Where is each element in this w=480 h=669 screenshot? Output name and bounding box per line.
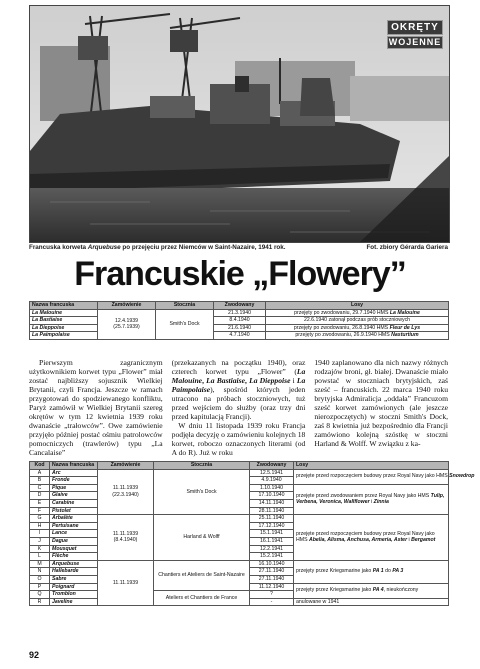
ship-name: Tromblon xyxy=(50,591,98,599)
table-row xyxy=(30,309,449,317)
launch-date: 15.1.1941 xyxy=(250,530,294,538)
launch-date: 4.9.1940 xyxy=(250,477,294,485)
fate: anulowane w 1941 xyxy=(294,598,449,606)
launch-date: 17.12.1940 xyxy=(250,522,294,530)
paragraph: Pierwszym zagranicznym użytkownikiem korwet typu „Flower” miał zostać najbliższy sojusznik Wielkiej Brytanii, czyli Francja. Jeszcze w ramach przygotowań do spodziewanego konfliktu, Paryż zamówił w Wielkiej Brytanii szereg okrętów w tym 12 kwietnia 1939 roku dwanaście „trałowców”. Owe zamówienie przyjęło później postać ośmiu patrolowców pomocniczych (trawlerów) typu „La Cancalaise” xyxy=(29,358,163,458)
table2-header-code: Kod xyxy=(30,462,50,470)
shipyard: Harland & Wolff xyxy=(154,515,250,561)
table2-header-fate: Losy xyxy=(294,462,449,470)
launch-date: 4.7.1940 xyxy=(214,332,266,340)
launch-date: 21.3.1940 xyxy=(214,309,266,317)
table2-header-yard: Stocznia xyxy=(154,462,250,470)
ship-code: A xyxy=(30,469,50,477)
launch-date: 27.11.1940 xyxy=(250,568,294,576)
fate-text: przejęte przed rozpoczęciem budowy przez Royal Navy jako HMS xyxy=(296,473,450,480)
table1-header-order: Zamówienie xyxy=(98,302,156,310)
launch-date: 28.11.1940 xyxy=(250,507,294,515)
launch-date: 21.6.1940 xyxy=(214,324,266,332)
ship-name: Lance xyxy=(50,530,98,538)
fate-text: 22.6.1940 zatonął podczas prób stoczniowych xyxy=(303,317,411,324)
fate-ship: Zinnia xyxy=(373,499,389,506)
fate-ships: Abelia, Alisma, Anchusa, Armeria, Aster xyxy=(308,537,408,544)
ship-code: F xyxy=(30,507,50,515)
order-date: 11.11.1939 (22.3.1940) xyxy=(98,469,154,515)
table2-body xyxy=(30,469,475,606)
ship-name: Arc xyxy=(50,469,98,477)
fate-ship: PA 4 xyxy=(372,587,384,594)
fate-ship: Fleur de Lys xyxy=(389,324,421,331)
ship-name: Mousquet xyxy=(50,545,98,553)
page-number: 92 xyxy=(29,650,40,660)
ship-name: Javeline xyxy=(50,598,98,606)
article-title: Francuskie „Flowery” xyxy=(74,255,406,293)
ship-code: K xyxy=(30,545,50,553)
fate xyxy=(266,332,449,340)
fate-text: i xyxy=(369,499,374,506)
launch-date: - xyxy=(250,598,294,606)
text-column-3 xyxy=(314,358,448,448)
ship-photo xyxy=(29,5,450,243)
photo-credit: Fot. zbiory Gérarda Gariera xyxy=(366,244,448,251)
ship-name: Pistolet xyxy=(50,507,98,515)
fate-ship: Nasturtium xyxy=(391,332,419,339)
launch-date: 1.10.1940 xyxy=(250,484,294,492)
table-row xyxy=(30,324,449,332)
shipyard: Ateliers et Chantiers de France xyxy=(154,591,250,606)
launch-date: 12.2.1941 xyxy=(250,545,294,553)
logo-line-1: OKRĘTY xyxy=(387,20,443,35)
fate xyxy=(266,309,449,317)
ship-code: Q xyxy=(30,591,50,599)
fate-text: i xyxy=(407,537,412,544)
order-date: 12.4.1939 (25.7.1939) xyxy=(98,309,156,339)
fate xyxy=(294,515,449,561)
ship-code: I xyxy=(30,530,50,538)
ship-code: O xyxy=(30,575,50,583)
table-second-order xyxy=(29,461,475,606)
fate-text: przejęty po zwodowaniu, 26.9.1940 HMS xyxy=(295,332,392,339)
ship-name: Pertuisane xyxy=(50,522,98,530)
ship-name: La Paimpolaise xyxy=(30,332,98,340)
ship-name: Arbalète xyxy=(50,515,98,523)
table-row xyxy=(30,332,449,340)
launch-date: 12.5.1941 xyxy=(250,469,294,477)
shipyard: Chantiers et Ateliers de Saint-Nazaire xyxy=(154,560,250,590)
fate xyxy=(294,560,449,583)
fate-text: do xyxy=(383,568,393,575)
ship-name: Fronde xyxy=(50,477,98,485)
fate-ship: Bergamot xyxy=(411,537,436,544)
fate-ship: PA 1 xyxy=(372,568,384,575)
launch-date: 16.10.1940 xyxy=(250,560,294,568)
table1-header-fate: Losy xyxy=(266,302,449,310)
photo-caption xyxy=(29,244,448,251)
ship-name: Poignard xyxy=(50,583,98,591)
launch-date: 27.11.1940 xyxy=(250,575,294,583)
fate-text: przejęte przed zwodowaniem przez Royal Navy jako HMS xyxy=(296,492,431,499)
shipyard: Smith's Dock xyxy=(154,469,250,515)
ship-name: Glaive xyxy=(50,492,98,500)
ship-code: J xyxy=(30,537,50,545)
launch-date: 11.12.1940 xyxy=(250,583,294,591)
caption-suffix: po przejęciu przez Niemców w Saint-Nazaire, 1941 rok. xyxy=(120,244,286,251)
launch-date: 8.4.1940 xyxy=(214,317,266,325)
ship-code: M xyxy=(30,560,50,568)
ship-code: R xyxy=(30,598,50,606)
launch-date: 15.2.1941 xyxy=(250,553,294,561)
ship-code: H xyxy=(30,522,50,530)
fate-text: przejęty po zwodowaniu, 26.8.1940 HMS xyxy=(293,324,390,331)
ship-name: La Bastiaise xyxy=(30,317,98,325)
ship-code: D xyxy=(30,492,50,500)
fate-text: przejęty przez Kriegsmarine jako xyxy=(296,587,373,594)
launch-date: 16.1.1941 xyxy=(250,537,294,545)
ship-name: Sabre xyxy=(50,575,98,583)
fate-text: , nieukończony xyxy=(383,587,419,594)
launch-date: 14.11.1940 xyxy=(250,499,294,507)
order-date: 11.11.1939 xyxy=(98,560,154,606)
ship-code: N xyxy=(30,568,50,576)
table2-header-launched: Zwodowany xyxy=(250,462,294,470)
paragraph: 1940 zaplanowano dla nich nazwy różnych rodzajów broni, gł. białej. Dwanaście miało powstać w stoczniach brytyjskich, zaś sześć – francuskich. 22 marca 1940 roku brytyjska Admiralicja „oddała” Francuzom sześć korwet zamówionych (ale jeszcze nierozpoczętych) w stoczni Smith's Dock, zaś 8 kwietnia już bezpośrednio dla Francji zamówiono kolejną szóstkę w stoczni Harland & Wolff. W związku z ka- xyxy=(314,358,449,449)
ship-name: La Malouine xyxy=(30,309,98,317)
ship-name: Flèche xyxy=(50,553,98,561)
table2-header-name: Nazwa francuska xyxy=(50,462,98,470)
text-column-2 xyxy=(171,358,306,458)
shipyard: Smith's Dock xyxy=(156,309,214,339)
magazine-logo xyxy=(387,20,443,49)
table2-header xyxy=(30,462,449,470)
fate-ship: La Malouine xyxy=(389,309,420,316)
fate xyxy=(294,484,449,514)
fate xyxy=(294,469,475,484)
fate xyxy=(266,317,449,325)
fate xyxy=(266,324,449,332)
paragraph: (przekazanych na początku 1940), oraz czterech korwet typu „Flower” (La Malouine, La Bastiaise, La Dieppoise i La Paimpolaise), spośród których jeden utracono na próbach stoczniowych, tuż przed wejściem do służby (oraz trzy dni przed kapitulacją Francji). W dniu 11 listopada 1939 roku Francja podjęła decyzję o zamówieniu kolejnych 18 korwet, roboczo oznaczonych literami (od A do R). Już w roku xyxy=(171,358,306,458)
table-row xyxy=(30,469,449,477)
table-row xyxy=(30,560,449,568)
ship-code: E xyxy=(30,499,50,507)
fate-ships: Tulip, Verbena, Veronica, Wallflower xyxy=(296,492,445,506)
ship-code: P xyxy=(30,583,50,591)
table1-header-yard: Stocznia xyxy=(156,302,214,310)
table-first-order xyxy=(29,301,449,340)
ship-code: L xyxy=(30,553,50,561)
ship-name: Pique xyxy=(50,484,98,492)
launch-date: ? xyxy=(250,591,294,599)
caption-ship-name: Arquebuse xyxy=(87,244,121,251)
table1-header-name: Nazwa francuska xyxy=(30,302,98,310)
ship-name: Hallebarde xyxy=(50,568,98,576)
ship-name: La Dieppoise xyxy=(30,324,98,332)
ship-name: Dague xyxy=(50,537,98,545)
fate xyxy=(294,583,449,598)
ship-code: B xyxy=(30,477,50,485)
fate-text: przejęty przez Kriegsmarine jako xyxy=(296,568,373,575)
table1-header-launched: Zwodowany xyxy=(214,302,266,310)
order-date: 11.11.1939 (8.4.1940) xyxy=(98,515,154,561)
ship-name: Arquebuse xyxy=(50,560,98,568)
text-column-1 xyxy=(29,358,163,458)
logo-line-2: WOJENNE xyxy=(388,37,442,47)
fate-ship: PA 3 xyxy=(392,568,404,575)
article-body xyxy=(29,358,449,458)
table-row xyxy=(30,317,449,325)
fate-ship: Snowdrop xyxy=(449,473,475,480)
ship-code: G xyxy=(30,515,50,523)
caption-prefix: Francuska korweta xyxy=(29,244,88,251)
caption-text xyxy=(29,244,286,251)
ship-name: Carabine xyxy=(50,499,98,507)
table-row xyxy=(30,515,449,523)
launch-date: 17.10.1940 xyxy=(250,492,294,500)
ship-code: C xyxy=(30,484,50,492)
fate-text: przejęty po zwodowaniu, 29.7.1940 HMS xyxy=(294,309,390,316)
launch-date: 25.11.1940 xyxy=(250,515,294,523)
table1-header xyxy=(30,302,449,310)
table2-header-order: Zamówienie xyxy=(98,462,154,470)
fate-text: przejęte przed rozpoczęciem budowy przez Royal Navy jako HMS xyxy=(296,530,435,544)
